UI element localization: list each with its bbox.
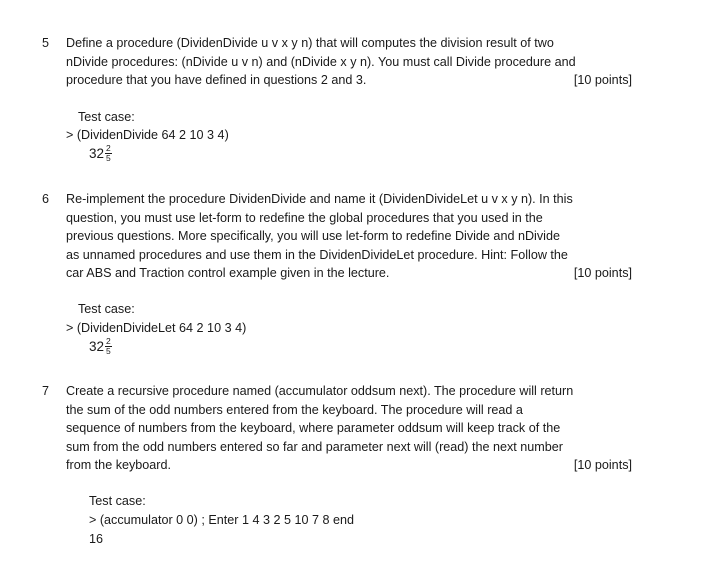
- fraction-numerator: 2: [106, 336, 111, 347]
- question-line-text: procedure that you have defined in questions 2 and 3.: [66, 73, 367, 88]
- test-result: [89, 145, 112, 164]
- question-number: 7: [42, 384, 50, 398]
- fraction-denominator: 5: [106, 346, 111, 357]
- question-line: [66, 71, 632, 90]
- points-label: [10 points]: [573, 73, 632, 88]
- fraction-denominator: 5: [106, 153, 111, 164]
- test-case-label: Test case:: [78, 110, 135, 124]
- result-whole: 32: [89, 339, 105, 354]
- question-text: [66, 34, 632, 90]
- question-line: sum from the odd numbers entered so far and parameter next will (read) the next number: [66, 439, 563, 454]
- test-case: [78, 300, 135, 319]
- question-line: as unnamed procedures and use them in the DividenDivideLet procedure. Hint: Follow the: [66, 247, 568, 262]
- test-call: [66, 126, 229, 145]
- test-case-label: Test case:: [78, 302, 135, 316]
- test-call: [89, 511, 354, 530]
- result-fraction: [105, 144, 112, 163]
- question-text: [66, 190, 632, 283]
- question-line: previous questions. More specifically, you will use let-form to redefine Divide and nDivide: [66, 229, 560, 244]
- question-line: [66, 264, 632, 283]
- points-label: [10 points]: [573, 458, 632, 473]
- test-case: [89, 492, 146, 511]
- fraction-numerator: 2: [106, 143, 111, 154]
- test-case: [78, 108, 135, 127]
- question-line: nDivide procedures: (nDivide u v n) and (nDivide x y n). You must call Divide procedure and: [66, 54, 576, 69]
- question-text: [66, 382, 632, 475]
- test-call-text: > (accumulator 0 0) ; Enter 1 4 3 2 5 10 7 8 end: [89, 513, 354, 527]
- result-whole: 32: [89, 146, 105, 161]
- result-fraction: [105, 337, 112, 356]
- question-line: Re-implement the procedure DividenDivide and name it (DividenDivideLet u v x y n). In this: [66, 192, 573, 206]
- question-line: the sum of the odd numbers entered from the keyboard. The procedure will read a: [66, 402, 523, 417]
- question-line: Create a recursive procedure named (accumulator oddsum next). The procedure will return: [66, 384, 574, 398]
- question-line: [66, 456, 632, 475]
- question-line-text: car ABS and Traction control example given in the lecture.: [66, 266, 390, 281]
- test-case-label: Test case:: [89, 494, 146, 508]
- test-call-text: > (DividenDivide 64 2 10 3 4): [66, 128, 229, 142]
- question-number: 6: [42, 192, 50, 206]
- test-call: [66, 319, 246, 338]
- question-line-text: from the keyboard.: [66, 458, 171, 473]
- question-number: 5: [42, 36, 50, 50]
- question-line: Define a procedure (DividenDivide u v x y n) that will computes the division result of two: [66, 36, 554, 50]
- points-label: [10 points]: [573, 266, 632, 281]
- test-call-text: > (DividenDivideLet 64 2 10 3 4): [66, 321, 247, 335]
- question-line: question, you must use let-form to redefine the global procedures that you used in the: [66, 210, 543, 225]
- test-result: [89, 338, 112, 357]
- question-line: sequence of numbers from the keyboard, where parameter oddsum will keep track of the: [66, 421, 561, 436]
- test-result-value: 16: [89, 532, 104, 546]
- test-result: [89, 530, 103, 549]
